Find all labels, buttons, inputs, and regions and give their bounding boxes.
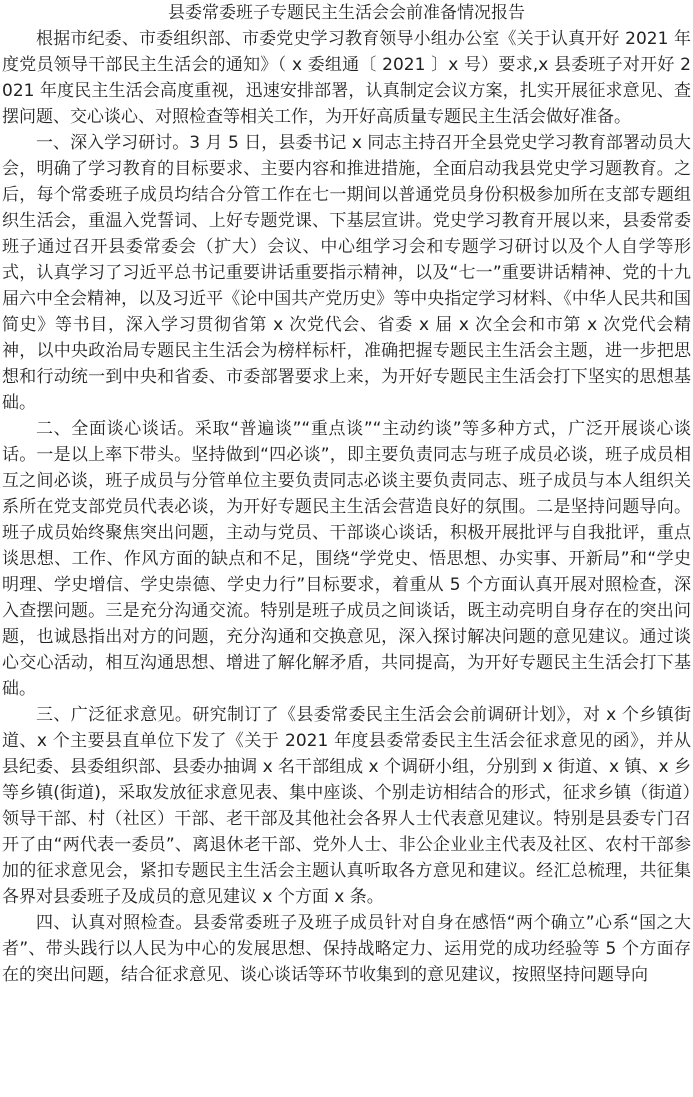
paragraph-opinions: 三、广泛征求意见。研究制订了《县委常委民主生活会会前调研计划》，对 x 个乡镇街道、x 个主要县直单位下发了《关于 2021 年度县委常委民主生活会征求意见的函》，并从县纪委、县委组织部、县委办抽调 x 名干部组成 x 个调研小组，分别到 x 街道、x 镇、x 乡等乡镇(街道)，采取发放征求意见表、集中座谈、个别走访相结合的形式，征求乡镇（街道）领导干部、村（社区）干部、老干部及其他社会各界人士代表意见建议。特别是县委专门召开了由“两代表一委员”、离退休老干部、党外人士、非公企业业主代表及社区、农村干部参加的征求意见会，紧扣专题民主生活会主题认真听取各方意见和建议。经汇总梳理，共征集各界对县委班子及成员的意见建议 x 个方面 x 条。 [2,705,691,907]
paragraph-talks: 二、全面谈心谈话。采取“普遍谈”“重点谈”“主动约谈”等多种方式，广泛开展谈心谈话。一是以上率下带头。坚持做到“四必谈”，即主要负责同志与班子成员必谈，班子成员相互之间必谈，班子成员与分管单位主要负责同志必谈主要负责同志、班子成员与本人组织关系所在党支部党员代表必谈，为开好专题民主生活会营造良好的氛围。二是坚持问题导向。班子成员始终聚焦突出问题，主动与党员、干部谈心谈话，积极开展批评与自我批评，重点谈思想、工作、作风方面的缺点和不足，围绕“学党史、悟思想、办实事、开新局”和“学史明理、学史增信、学史崇德、学史力行”目标要求，着重从 5 个方面认真开展对照检查，深入查摆问题。三是充分沟通交流。特别是班子成员之间谈话，既主动亮明自身存在的突出问题，也诚恳指出对方的问题，充分沟通和交换意见，深入探讨解决问题的意见建议。通过谈心交心活动，相互沟通思想、增进了解化解矛盾，共同提高，为开好专题民主生活会打下基础。 [2,419,691,699]
paragraph-intro: 根据市纪委、市委组织部、市委党史学习教育领导小组办公室《关于认真开好 2021 年度党员领导干部民主生活会的通知》（ x 委组通〔 2021 〕x 号）要求,x 县委班子对开好 2021 年度民主生活会高度重视，迅速安排部署，认真制定会议方案，扎实开展征求意见、查摆问题、交心谈心、对照检查等相关工作，为开好高质量专题民主生活会做好准备。 [2,29,691,127]
document-title: 县委常委班子专题民主生活会会前准备情况报告 [168,3,525,23]
paragraph-review: 四、认真对照检查。县委常委班子及班子成员针对自身在感悟“两个确立”心系“国之大者”、带头践行以人民为中心的发展思想、保持战略定力、运用党的成功经验等 5 个方面存在的突出问题，结合征求意见、谈心谈话等环节收集到的意见建议，按照坚持问题导向 [2,913,691,985]
paragraph-study: 一、深入学习研讨。3 月 5 日，县委书记 x 同志主持召开全县党史学习教育部署动员大会，明确了学习教育的目标要求、主要内容和推进措施，全面启动我县党史学习题教育。之后，每个常委班子成员均结合分管工作在七一期间以普通党员身份积极参加所在支部专题组织生活会，重温入党誓词、上好专题党课、下基层宣讲。党史学习教育开展以来，县委常委班子通过召开县委常委会（扩大）会议、中心组学习会和专题学习研讨以及个人自学等形式，认真学习了习近平总书记重要讲话重要指示精神，以及“七一”重要讲话精神、党的十九届六中全会精神，以及习近平《论中国共产党历史》等中央指定学习材料、《中华人民共和国简史》等书目，深入学习贯彻省第 x 次党代会、省委 x 届 x 次全会和市第 x 次党代会精神，以中央政治局专题民主生活会为榜样标杆，准确把握专题民主生活会主题，进一步把思想和行动统一到中央和省委、市委部署要求上来，为开好专题民主生活会打下坚实的思想基础。 [2,133,691,413]
